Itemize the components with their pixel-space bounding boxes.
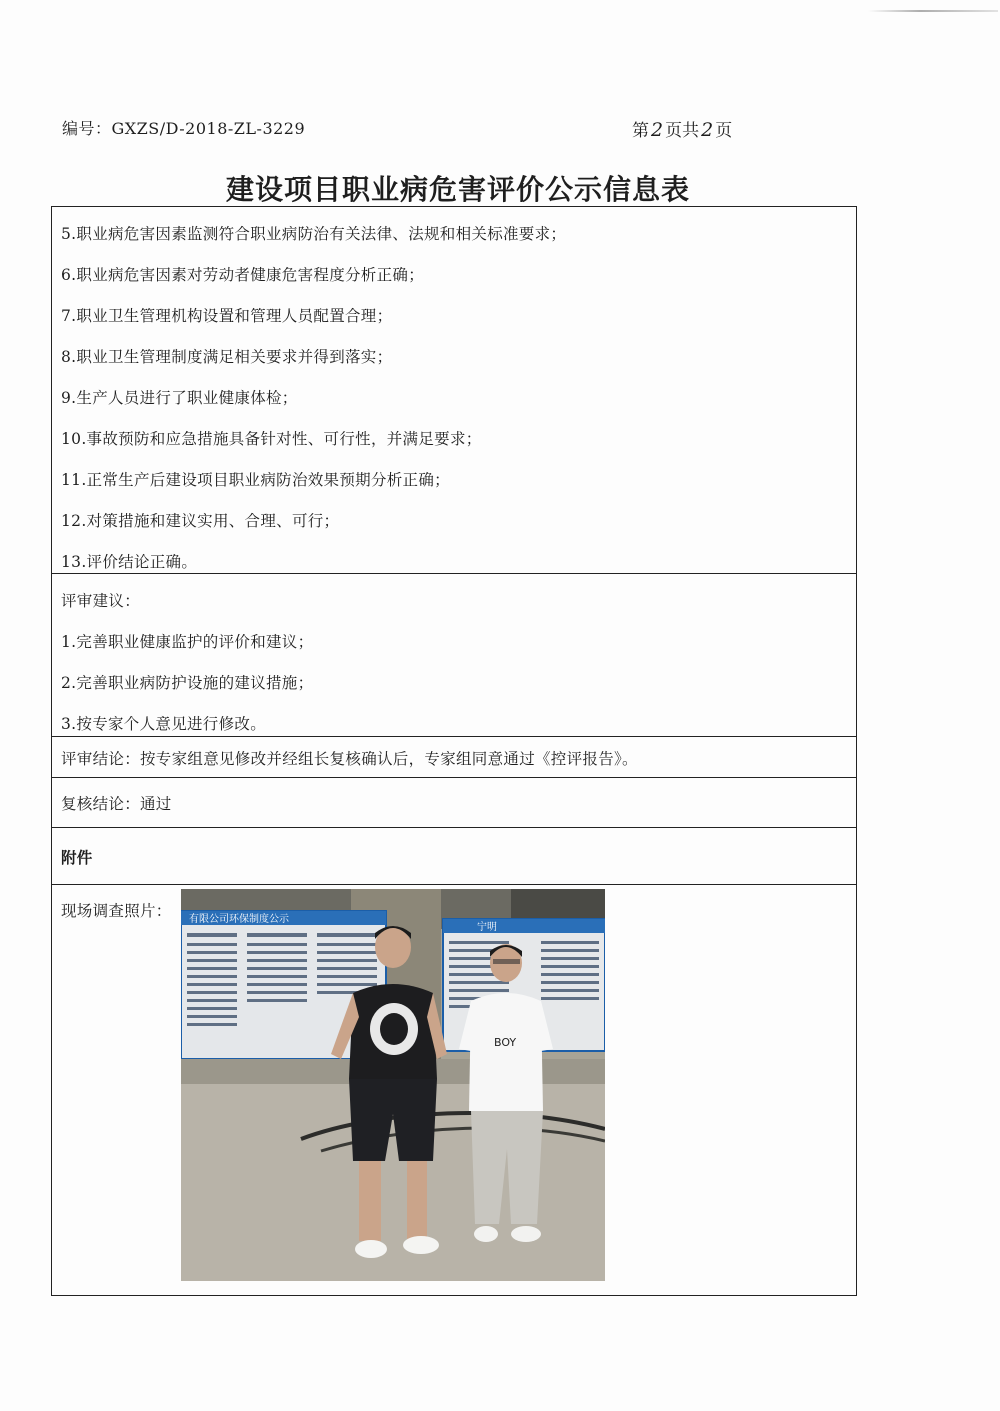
criteria-item: 10.事故预防和应急措施具备针对性、可行性，并满足要求；: [61, 430, 482, 448]
criteria-item: 8.职业卫生管理制度满足相关要求并得到落实；: [61, 348, 393, 366]
review-suggestions-section: [52, 574, 856, 737]
criteria-item: 12.对策措施和建议实用、合理、可行；: [61, 512, 340, 530]
criteria-item: 13.评价结论正确。: [61, 553, 198, 571]
site-survey-photo: [181, 889, 605, 1281]
photo-label: 现场调查照片：: [61, 902, 172, 920]
criteria-item: 7.职业卫生管理机构设置和管理人员配置合理；: [61, 307, 393, 325]
review-conclusion: 评审结论：按专家组意见修改并经组长复核确认后，专家组同意通过《控评报告》。: [61, 750, 638, 768]
page-current: 2: [651, 119, 664, 141]
recheck-conclusion-section: [52, 778, 856, 828]
criteria-item: 6.职业病危害因素对劳动者健康危害程度分析正确；: [61, 266, 424, 284]
criteria-section: [52, 207, 856, 574]
board-left-text: 有限公司环保制度公示: [189, 914, 289, 925]
photo-section: [52, 885, 856, 1295]
review-suggestions-heading: 评审建议：: [61, 592, 141, 610]
page-suffix: 页: [715, 121, 733, 141]
site-photo-illustration: [181, 889, 605, 1281]
criteria-item: 5.职业病危害因素监测符合职业病防治有关法律、法规和相关标准要求；: [61, 225, 567, 243]
document-number: 编号：GXZS/D-2018-ZL-3229: [62, 119, 306, 138]
page-title: 建设项目职业病危害评价公示信息表: [225, 173, 690, 206]
suggestion-item: 1.完善职业健康监护的评价和建议；: [61, 633, 314, 651]
review-conclusion-section: [52, 737, 856, 778]
info-table: [51, 206, 857, 1296]
criteria-item: 11.正常生产后建设项目职业病防治效果预期分析正确；: [61, 471, 450, 489]
suggestion-item: 2.完善职业病防护设施的建议措施；: [61, 674, 314, 692]
page-mid: 页共: [665, 121, 700, 141]
page-prefix: 第: [632, 121, 649, 141]
suggestion-item: 3.按专家个人意见进行修改。: [61, 715, 266, 733]
recheck-conclusion: 复核结论：通过: [61, 795, 172, 813]
page-total: 2: [701, 119, 714, 141]
attachment-section: [52, 828, 856, 885]
scan-edge-mark: [868, 10, 998, 12]
board-right-text: 宁明: [477, 922, 497, 933]
criteria-item: 9.生产人员进行了职业健康体检；: [61, 389, 298, 407]
shirt-text: BOY: [494, 1036, 517, 1049]
attachment-heading: 附件: [61, 849, 93, 867]
page-indicator: [632, 116, 732, 141]
